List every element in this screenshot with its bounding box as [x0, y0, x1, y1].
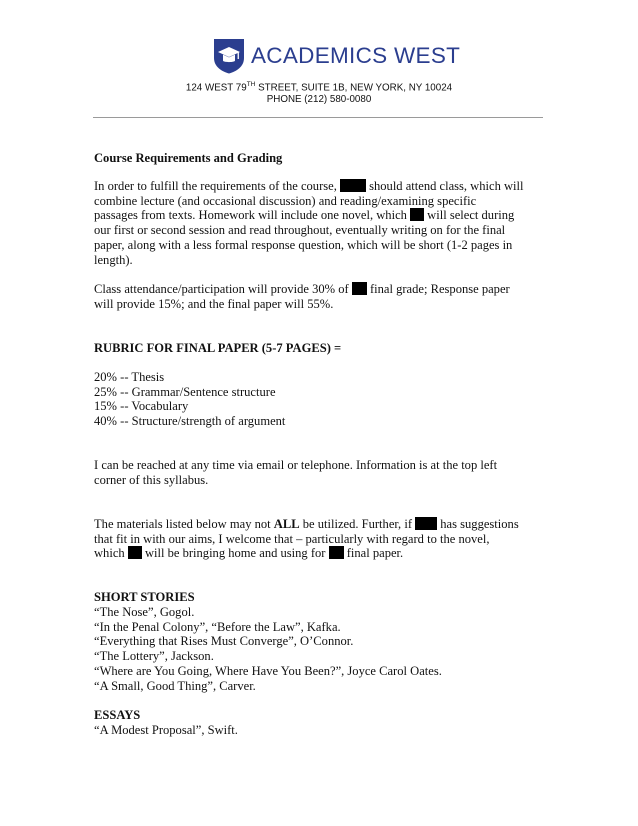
- essays-heading: ESSAYS: [94, 708, 141, 722]
- list-item: “A Small, Good Thing”, Carver.: [94, 678, 256, 693]
- contact-paragraph: I can be reached at any time via email or telephone. Information is at the top left corner of this syllabus.: [94, 458, 498, 487]
- list-item: “A Modest Proposal”, Swift.: [94, 723, 238, 737]
- phone-line: PHONE (212) 580-0080: [266, 94, 372, 105]
- redaction-bar: [128, 546, 142, 559]
- short-stories-heading: SHORT STORIES: [94, 590, 195, 604]
- redaction-bar: [340, 179, 366, 192]
- course-heading: Course Requirements and Grading: [94, 151, 283, 165]
- redaction-bar: [329, 546, 344, 559]
- logo-text: ACADEMICS WEST: [251, 43, 461, 68]
- short-stories-list: [94, 605, 544, 693]
- list-item: “The Nose”, Gogol.: [94, 605, 195, 619]
- materials-paragraph: The materials listed below may not ALL be utilized. Further, if has suggestions that fit in with our aims, I welcome that – particularly with regard to the novel, which will be bringing home and using for final paper.: [94, 517, 519, 561]
- rubric-item: 40% -- Structure/strength of argument: [94, 414, 286, 429]
- essays-list: [94, 723, 544, 738]
- mortarboard-shield-icon: [213, 38, 245, 74]
- rubric-item: 20% -- Thesis: [94, 370, 165, 384]
- list-item: “The Lottery”, Jackson.: [94, 649, 214, 664]
- course-paragraph-1: In order to fulfill the requirements of the course, should attend class, which will combine lecture (and occasional discussion) and reading/examining specific passages from texts. Homework will include one novel, which will select during our first or second session and read throughout, eventually writing on for the final paper, along with a less formal response question, which will be short (1-2 pages in length).: [94, 179, 524, 267]
- header-divider: [93, 117, 543, 118]
- redaction-bar: [415, 517, 437, 530]
- course-paragraph-2: Class attendance/participation will provide 30% of final grade; Response paper will provide 15%; and the final paper will 55%.: [94, 282, 510, 311]
- address-line: 124 WEST 79TH STREET, SUITE 1B, NEW YORK, NY 10024: [185, 81, 453, 94]
- academics-west-logo: [213, 38, 460, 74]
- rubric-heading: RUBRIC FOR FINAL PAPER (5-7 PAGES) =: [94, 341, 342, 355]
- rubric-list: [94, 370, 544, 429]
- list-item: “Where are You Going, Where Have You Been?”, Joyce Carol Oates.: [94, 663, 442, 678]
- rubric-item: 25% -- Grammar/Sentence structure: [94, 384, 276, 399]
- list-item: “In the Penal Colony”, “Before the Law”, Kafka.: [94, 619, 341, 634]
- rubric-item: 15% -- Vocabulary: [94, 399, 189, 414]
- list-item: “Everything that Rises Must Converge”, O’Connor.: [94, 634, 354, 649]
- redaction-bar: [352, 282, 367, 295]
- redaction-bar: [410, 208, 424, 221]
